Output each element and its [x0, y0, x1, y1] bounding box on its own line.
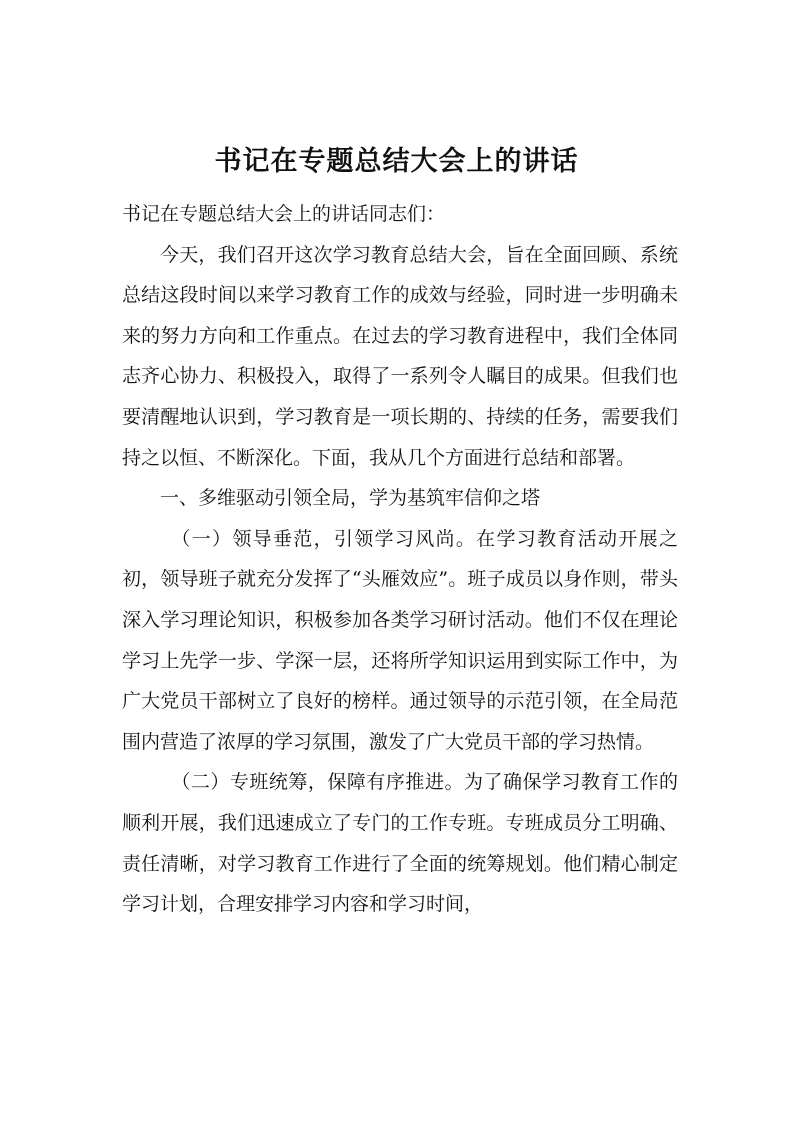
salutation: 书记在专题总结大会上的讲话同志们： [122, 203, 446, 225]
paragraph-subsection-1: （一）领导垂范，引领学习风尚。在学习教育活动开展之初，领导班子就充分发挥了“头雁效应”。班子成员以身作则，带头深入学习理论知识，积极参加各类学习研讨活动。他们不仅在理论学习上先学一步、学深一层，还将所学知识运用到实际工作中，为广大党员干部树立了良好的榜样。通过领导的示范引领，在全局范围内营造了浓厚的学习氛围，激发了广大党员干部的学习热情。 [122, 527, 678, 753]
document-title: 书记在专题总结大会上的讲话 [214, 146, 579, 178]
paragraph-intro: 今天，我们召开这次学习教育总结大会，旨在全面回顾、系统总结这段时间以来学习教育工作的成效与经验，同时进一步明确未来的努力方向和工作重点。在过去的学习教育进程中，我们全体同志齐心协力、积极投入，取得了一系列令人瞩目的成果。但我们也要清醒地认识到，学习教育是一项长期的、持续的任务，需要我们持之以恒、不断深化。下面，我从几个方面进行总结和部署。 [122, 243, 678, 469]
document-body [122, 194, 678, 925]
paragraph-subsection-2: （二）专班统筹，保障有序推进。为了确保学习教育工作的顺利开展，我们迅速成立了专门的工作专班。专班成员分工明确、责任清晰，对学习教育工作进行了全面的统筹规划。他们精心制定学习计划，合理安排学习内容和学习时间， [122, 771, 678, 916]
section-heading-1: 一、多维驱动引领全局，学为基筑牢信仰之塔 [160, 487, 541, 510]
